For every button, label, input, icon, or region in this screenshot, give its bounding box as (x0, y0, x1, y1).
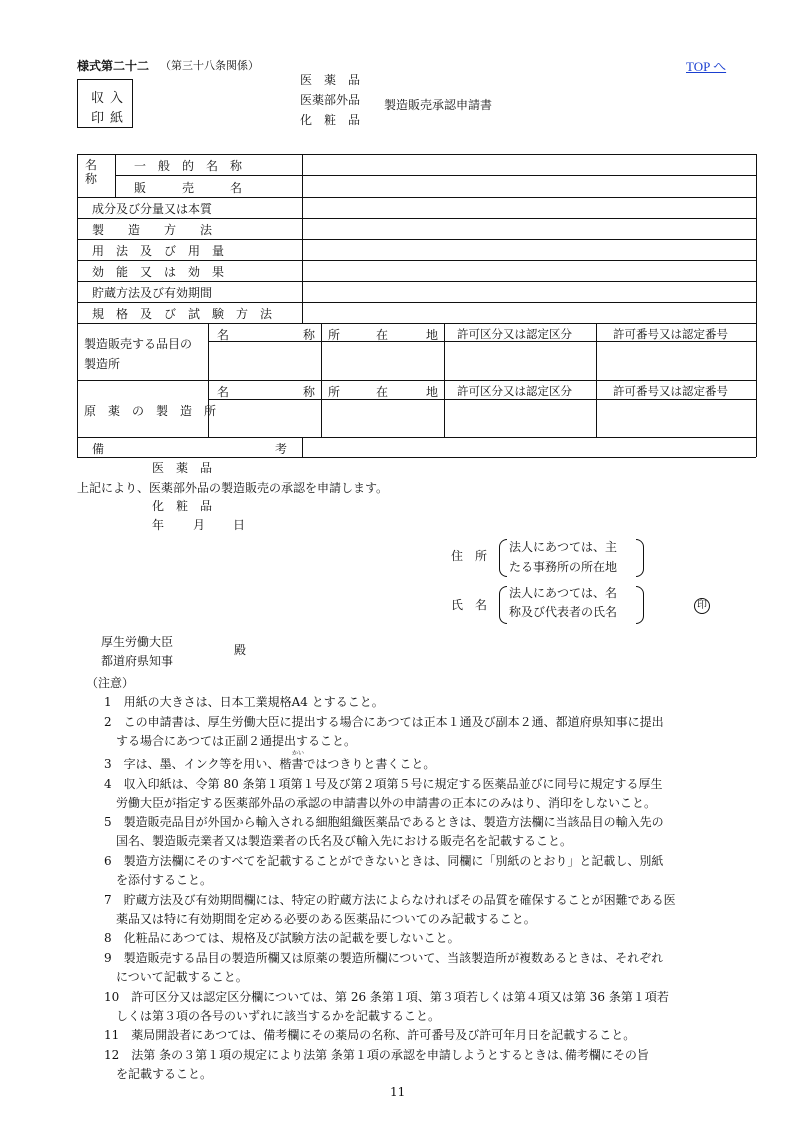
note-12-cont: を記載すること。 (116, 1067, 213, 1081)
name-group-label: 名称 (85, 158, 98, 186)
revenue-stamp-box (77, 79, 133, 128)
note-7-cont: 薬品又は特に有効期間を定める必要のある医薬品についてのみ記載すること。 (116, 912, 536, 926)
note-1: 1 用紙の大きさは、日本工業規格A4 とすること。 (104, 695, 384, 709)
note-10: 10 許可区分又は認定区分欄については、第 26 条第１項、第３項若しくは第４項又は第 36 条第１項若 (104, 990, 669, 1004)
note-2: 2 この申請書は、厚生労働大臣に提出する場合にあつては正本１通及び副本２通、都道府県知事に提出 (104, 715, 664, 729)
addressee-governor: 都道府県知事 (101, 654, 174, 668)
note-3-ruby: かい (292, 750, 305, 757)
site-2-col-address-a: 所 (328, 385, 341, 399)
site-1-label-line2: 製造所 (84, 357, 121, 371)
note-5-cont: 国名、製造販売業者又は製造業者の氏名及び輸入先における販売名を記載すること。 (116, 834, 573, 848)
note-6: 6 製造方法欄にそのすべてを記載することができないときは、同欄に「別紙のとおり」と記載し、別紙 (104, 854, 664, 868)
note-12: 12 法第 条の３第１項の規定により法第 条第１項の承認を申請しようとするときは､備考欄にその旨 (104, 1048, 649, 1062)
row-general-name: 一 般 的 名 称 (134, 159, 243, 173)
note-11: 11 薬局開設者にあつては、備考欄にその薬局の名称、許可番号及び許可年月日を記載すること。 (104, 1028, 636, 1042)
row-ingredients: 成分及び分量又は本質 (92, 202, 213, 216)
site-1-col-name-b: 称 (303, 328, 316, 342)
addressee-honorific: 殿 (234, 643, 247, 657)
stamp-label-2: 印紙 (91, 111, 130, 126)
date-day: 日 (233, 518, 246, 532)
note-3: 3 字は、墨、インク等を用い、楷書ではつきりと書くこと。 (104, 757, 436, 771)
address-bracket-right (636, 539, 644, 577)
name-bracket-right (636, 586, 644, 624)
note-7: 7 貯蔵方法及び有効期間欄には、特定の貯蔵方法によらなければその品質を確保することが困難である医 (104, 893, 676, 907)
remarks-label-b: 考 (275, 442, 288, 456)
date-year: 年 (152, 518, 165, 532)
declaration-cat-cosmetics: 化 粧 品 (152, 499, 213, 513)
row-brand-name: 販 売 名 (134, 181, 243, 195)
note-5: 5 製造販売品目が外国から輸入される細胞組織医薬品であるときは、製造方法欄に当該品目の輸入先の (104, 815, 664, 829)
name-note-line2: 称及び代表者の氏名 (509, 605, 618, 619)
note-9-cont: について記載すること。 (116, 970, 248, 984)
name-bracket-left (499, 586, 507, 624)
application-title: 製造販売承認申請書 (384, 98, 493, 112)
row-manufacturing-method: 製 造 方 法 (92, 223, 213, 237)
site-2-col-permit-class: 許可区分又は認定区分 (457, 384, 572, 398)
note-9: 9 製造販売する品目の製造所欄又は原薬の製造所欄について、当該製造所が複数あるときは、それぞれ (104, 951, 664, 965)
site-1-col-name-a: 名 (217, 328, 230, 342)
site-1-label-line1: 製造販売する品目の (84, 337, 193, 351)
category-quasi-drug: 医薬部外品 (300, 93, 361, 107)
site-2-col-address-c: 地 (426, 385, 439, 399)
note-10-cont: しくは第３項の各号のいずれに該当するかを記載すること。 (116, 1009, 441, 1023)
stamp-label-1: 収入 (91, 91, 130, 106)
row-efficacy: 効 能 又 は 効 果 (92, 265, 225, 279)
row-specifications: 規 格 及 び 試 験 方 法 (92, 307, 273, 321)
row-dosage: 用 法 及 び 用 量 (92, 244, 225, 258)
site-2-col-name-b: 称 (303, 385, 316, 399)
name-note-line1: 法人にあつては、名 (509, 586, 618, 600)
address-note-line1: 法人にあつては、主 (509, 540, 618, 554)
note-4-cont: 労働大臣が指定する医薬部外品の承認の申請書以外の申請書の正本にのみはり、消印をしないこと。 (116, 796, 657, 810)
seal-mark: 印 (694, 598, 710, 614)
form-title: 様式第二十二 (77, 59, 150, 73)
site-1-col-permit-number: 許可番号又は認定番号 (613, 327, 728, 341)
site-1-col-address-a: 所 (328, 328, 341, 342)
note-6-cont: を添付すること。 (116, 873, 213, 887)
address-note-line2: たる事務所の所在地 (509, 560, 618, 574)
top-link[interactable]: TOP へ (686, 59, 727, 74)
address-label: 住 所 (451, 549, 488, 563)
name-label: 氏 名 (451, 598, 488, 612)
site-1-col-address-b: 在 (376, 328, 389, 342)
site-2-col-permit-number: 許可番号又は認定番号 (613, 384, 728, 398)
category-cosmetics: 化 粧 品 (300, 113, 361, 127)
address-bracket-left (499, 539, 507, 577)
row-storage: 貯蔵方法及び有効期間 (92, 286, 213, 300)
date-month: 月 (193, 518, 206, 532)
site-2-col-name-a: 名 (217, 385, 230, 399)
site-2-label: 原 薬 の 製 造 所 (84, 404, 217, 418)
form-relation: （第三十八条関係） (160, 59, 259, 72)
page-number: 11 (390, 1085, 406, 1099)
site-1-col-permit-class: 許可区分又は認定区分 (457, 327, 572, 341)
note-2-cont: する場合にあつては正副２通提出すること。 (116, 734, 357, 748)
declaration-cat-pharmaceutical: 医 薬 品 (152, 461, 213, 475)
remarks-label-a: 備 (92, 442, 105, 456)
addressee-minister: 厚生労働大臣 (101, 635, 174, 649)
declaration-line: 上記により、医薬部外品の製造販売の承認を申請します。 (77, 481, 389, 495)
category-pharmaceutical: 医 薬 品 (300, 73, 361, 87)
note-8: 8 化粧品にあつては、規格及び試験方法の記載を要しないこと。 (104, 931, 460, 945)
site-2-col-address-b: 在 (376, 385, 389, 399)
site-1-col-address-c: 地 (426, 328, 439, 342)
note-4: 4 収入印紙は、令第 80 条第１項第１号及び第２項第５号に規定する医薬品並びに同号に規定する厚生 (104, 777, 663, 791)
notes-heading: （注意） (86, 676, 135, 690)
